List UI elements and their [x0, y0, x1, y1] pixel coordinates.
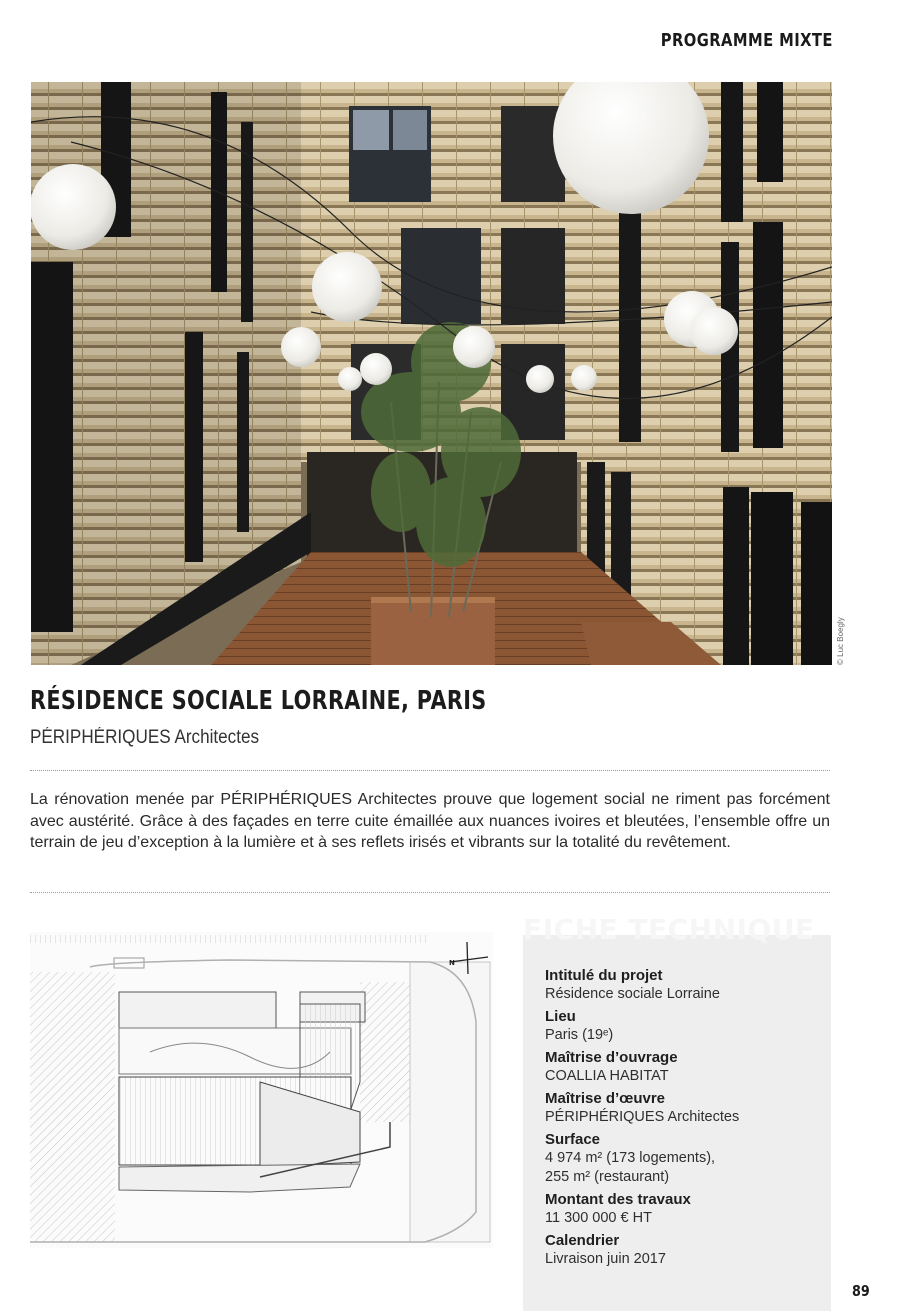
architect-name: PÉRIPHÉRIQUES Architectes: [30, 727, 260, 748]
tech-item-surface: [545, 1130, 825, 1187]
tech-item-montant: [545, 1190, 825, 1228]
site-plan: [30, 932, 493, 1248]
tech-item-calendrier: [545, 1231, 825, 1269]
tech-item-maitrise-ouvrage: [545, 1048, 825, 1086]
tech-label: Montant des travaux: [545, 1191, 691, 1208]
tech-label: Maîtrise d’ouvrage: [545, 1049, 678, 1066]
north-arrow-label: N: [449, 959, 455, 967]
tech-value: Paris (19ᵉ): [545, 1027, 614, 1043]
tech-value: COALLIA HABITAT: [545, 1068, 669, 1084]
tech-value: 11 300 000 € HT: [545, 1210, 652, 1226]
tech-label: Intitulé du projet: [545, 967, 663, 984]
fiche-technique-list: [545, 966, 825, 1272]
page-number: 89: [852, 1282, 870, 1300]
fiche-technique-heading: FICHE TECHNIQUE: [523, 913, 815, 946]
tech-value: PÉRIPHÉRIQUES Architectes: [545, 1109, 740, 1125]
tech-label: Lieu: [545, 1008, 576, 1025]
photo-credit: © Luc Boegly: [836, 617, 845, 665]
section-label: PROGRAMME MIXTE: [660, 30, 833, 51]
fiche-technique-panel: [523, 913, 831, 1311]
tech-item-maitrise-oeuvre: [545, 1089, 825, 1127]
tech-label: Surface: [545, 1131, 601, 1148]
divider-top: [30, 770, 830, 771]
tech-item-lieu: [545, 1007, 825, 1045]
project-title: RÉSIDENCE SOCIALE LORRAINE, PARIS: [30, 686, 487, 716]
tech-value: 4 974 m² (173 logements), 255 m² (restaurant): [545, 1150, 716, 1185]
tech-item-intitule: [545, 966, 825, 1004]
tech-value: Livraison juin 2017: [545, 1251, 666, 1267]
project-description: La rénovation menée par PÉRIPHÉRIQUES Architectes prouve que logement social ne riment pas forcément avec austérité. Grâce à des façades en terre cuite émaillée aux nuances ivoires et bleutées, l’ensemble offre un terrain de jeu d’exception à la lumière et à ses reflets irisés et vibrants sur la totalité du revêtement.: [30, 791, 830, 851]
tech-value: Résidence sociale Lorraine: [545, 986, 720, 1002]
tech-label: Maîtrise d’œuvre: [545, 1090, 666, 1107]
tech-label: Calendrier: [545, 1232, 620, 1249]
divider-bottom: [30, 892, 830, 893]
courtyard-photo: [31, 82, 832, 665]
